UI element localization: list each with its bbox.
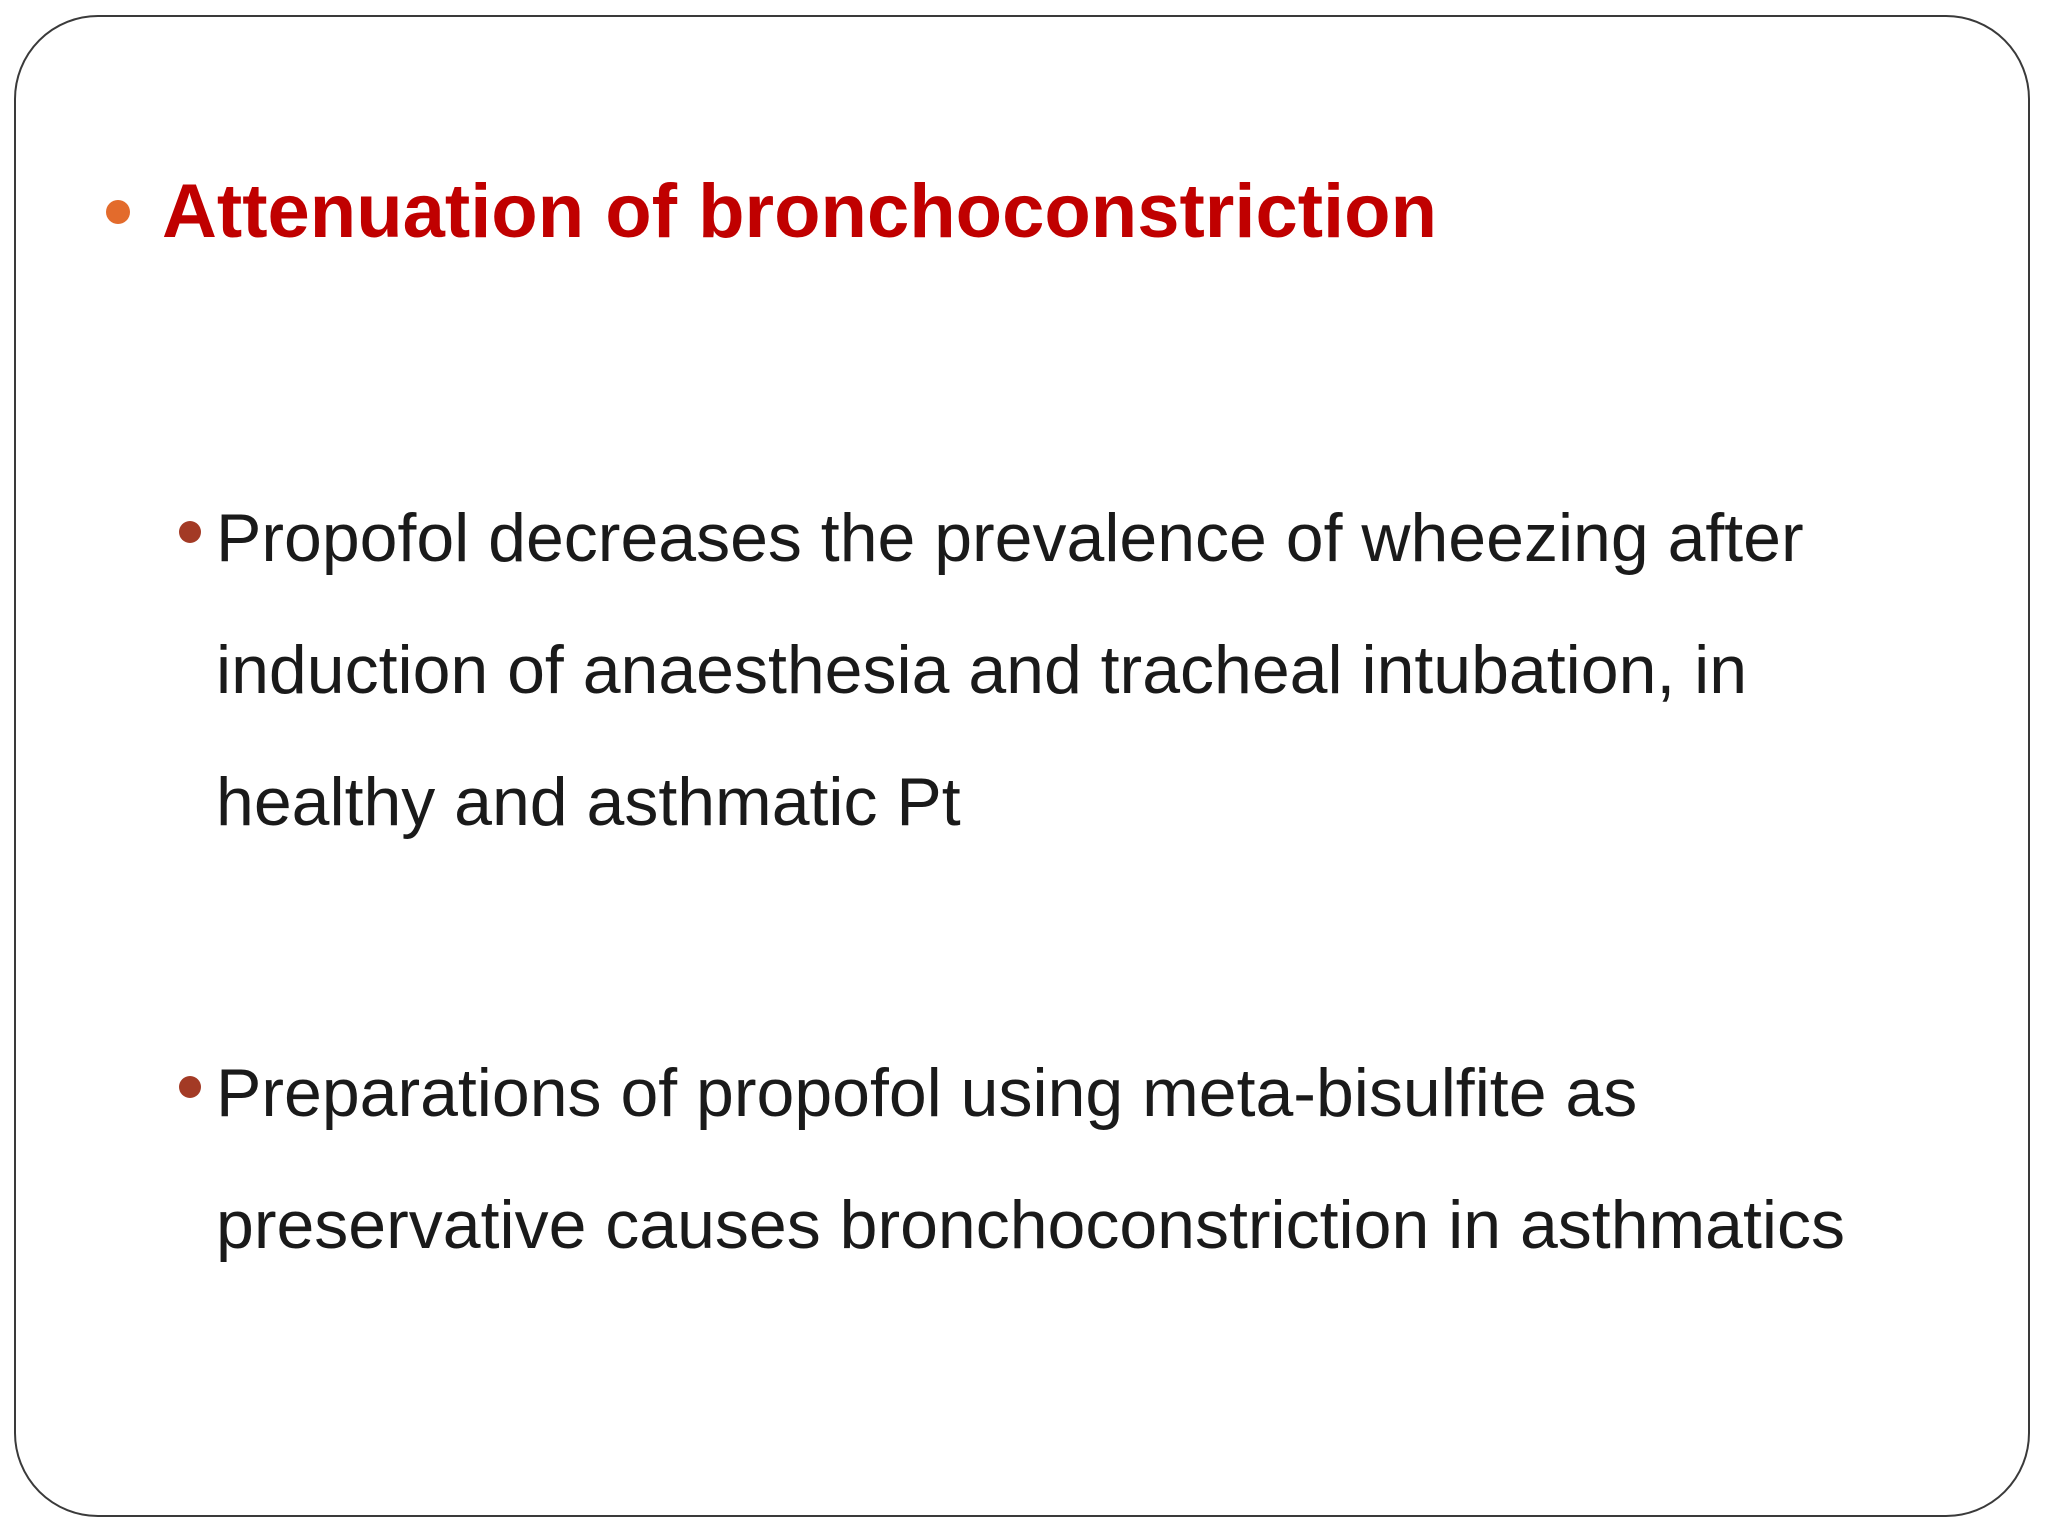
slide-title-row (106, 162, 1437, 262)
bullet-dot-icon (179, 521, 201, 543)
bullet-dot-icon (179, 1076, 201, 1098)
bullet-text-2: Preparations of propofol using meta-bisulfite as preservative causes bronchoconstriction in asthmatics (216, 1055, 1845, 1263)
bullet-item-1 (179, 472, 1916, 868)
slide-title: Attenuation of bronchoconstriction (162, 169, 1438, 254)
slide-frame (14, 15, 2030, 1517)
title-bullet-icon (106, 200, 130, 224)
bullet-text-1: Propofol decreases the prevalence of wheezing after induction of anaesthesia and tracheal intubation, in healthy and asthmatic Pt (216, 500, 1804, 840)
bullet-item-2 (179, 1027, 1916, 1291)
